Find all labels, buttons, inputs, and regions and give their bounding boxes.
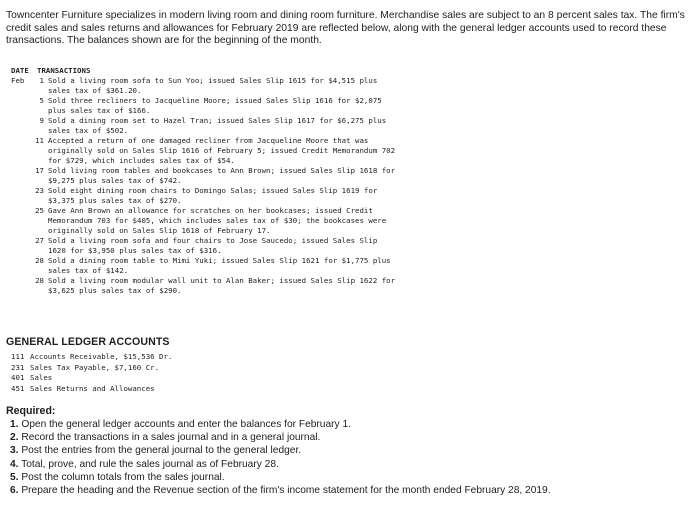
transaction-row [11, 166, 481, 186]
required-item-text: Total, prove, and rule the sales journal as of February 28. [21, 458, 279, 470]
transaction-day: 28 [35, 276, 44, 285]
transactions-header-label: TRANSACTIONS [37, 66, 91, 75]
transaction-row [11, 186, 481, 206]
account-name: Sales [30, 373, 53, 382]
transaction-text: Sold living room tables and bookcases to Ann Brown; issued Sales Slip 1618 for $9,275 plus sales tax of $742. [48, 166, 396, 185]
required-item-number: 3. [10, 445, 19, 457]
required-item [6, 471, 696, 484]
required-item-text: Prepare the heading and the Revenue section of the firm's income statement for the month ended February 28, 2019. [21, 485, 551, 497]
transactions-header [11, 66, 481, 76]
transaction-text: Gave Ann Brown an allowance for scratches on her bookcases; issued Credit Memorandum 703 for $405, which includes sales tax of $30; the bookcases were originally sold on Sales Slip 1618 of February 17. [48, 206, 387, 235]
transaction-day: 28 [35, 256, 44, 265]
account-number: 401 [11, 373, 25, 382]
required-item [6, 484, 696, 497]
transaction-row [11, 256, 481, 276]
required-item [6, 444, 696, 457]
account-number: 111 [11, 352, 25, 361]
account-number: 451 [11, 383, 25, 393]
ledger-account-row [6, 363, 406, 374]
transaction-day: 27 [35, 236, 44, 245]
transaction-day: 25 [35, 206, 44, 215]
transaction-row [11, 276, 481, 296]
general-ledger-section [6, 336, 406, 394]
ledger-account-row [6, 384, 406, 395]
required-item [6, 431, 696, 444]
transaction-day: 1 [39, 76, 44, 85]
required-item-number: 1. [10, 419, 19, 430]
required-item-text: Post the entries from the general journal to the general ledger. [21, 445, 302, 457]
transaction-day: 17 [35, 166, 44, 175]
required-item [6, 458, 696, 471]
general-ledger-title: GENERAL LEDGER ACCOUNTS [6, 336, 170, 348]
required-item-number: 2. [10, 432, 19, 444]
transaction-day: 5 [39, 96, 44, 105]
required-item-text: Open the general ledger accounts and enter the balances for February 1. [21, 419, 351, 430]
required-section [6, 405, 696, 497]
account-name: Sales Tax Payable, $7,160 Cr. [30, 362, 160, 372]
transaction-text: Sold a dining room table to Mimi Yuki; issued Sales Slip 1621 for $1,775 plus sales tax of $142. [48, 256, 391, 275]
transaction-text: Accepted a return of one damaged recliner from Jacqueline Moore that was originally sold on Sales Slip 1616 of February 5; issued Credit Memorandum 702 for $729, which includes sales tax of $54. [48, 136, 396, 165]
account-name: Accounts Receivable, $15,536 Dr. [30, 352, 173, 361]
required-item-number: 4. [10, 458, 19, 470]
required-title: Required: [6, 405, 56, 417]
transaction-text: Sold a living room sofa and four chairs to Jose Saucedo; issued Sales Slip 1620 for $3,950 plus sales tax of $316. [48, 236, 378, 255]
transaction-text: Sold eight dining room chairs to Domingo Salas; issued Sales Slip 1619 for $3,375 plus sales tax of $270. [48, 186, 378, 205]
transaction-text: Sold three recliners to Jacqueline Moore; issued Sales Slip 1616 for $2,075 plus sales tax of $166. [48, 96, 382, 115]
required-item-text: Post the column totals from the sales journal. [21, 471, 225, 483]
account-number: 231 [11, 362, 25, 372]
required-item-text: Record the transactions in a sales journal and in a general journal. [21, 432, 321, 444]
transaction-text: Sold a dining room set to Hazel Tran; issued Sales Slip 1617 for $6,275 plus sales tax of $502. [48, 116, 387, 135]
ledger-account-row [6, 373, 406, 384]
transaction-text: Sold a living room modular wall unit to Alan Baker; issued Sales Slip 1622 for $3,625 plus sales tax of $290. [48, 276, 396, 295]
transaction-row [11, 136, 481, 166]
transaction-day: 9 [39, 116, 44, 125]
month-label: Feb [11, 76, 25, 85]
transactions-table [11, 66, 481, 296]
date-header: DATE [11, 66, 29, 75]
transaction-row [11, 206, 481, 236]
transaction-row [11, 76, 481, 96]
ledger-account-row [6, 352, 406, 363]
transaction-row [11, 116, 481, 136]
required-item-number: 5. [10, 471, 19, 483]
transaction-row [11, 236, 481, 256]
transaction-day: 23 [35, 186, 44, 195]
transaction-text: Sold a living room sofa to Sun Yoo; issued Sales Slip 1615 for $4,515 plus sales tax of $361.20. [48, 76, 378, 95]
required-item [6, 418, 696, 431]
problem-intro: Towncenter Furniture specializes in modern living room and dining room furniture. Merchandise sales are subject to an 8 percent sales tax. The firm's credit sales and sales returns and allowances for February 2019 are reflected below, along with the general ledger accounts used to record these transactions. The balances shown are for the beginning of the month. [6, 10, 685, 46]
account-name: Sales Returns and Allowances [30, 383, 155, 393]
transaction-row [11, 96, 481, 116]
transaction-day: 11 [35, 136, 44, 145]
required-item-number: 6. [10, 485, 19, 497]
